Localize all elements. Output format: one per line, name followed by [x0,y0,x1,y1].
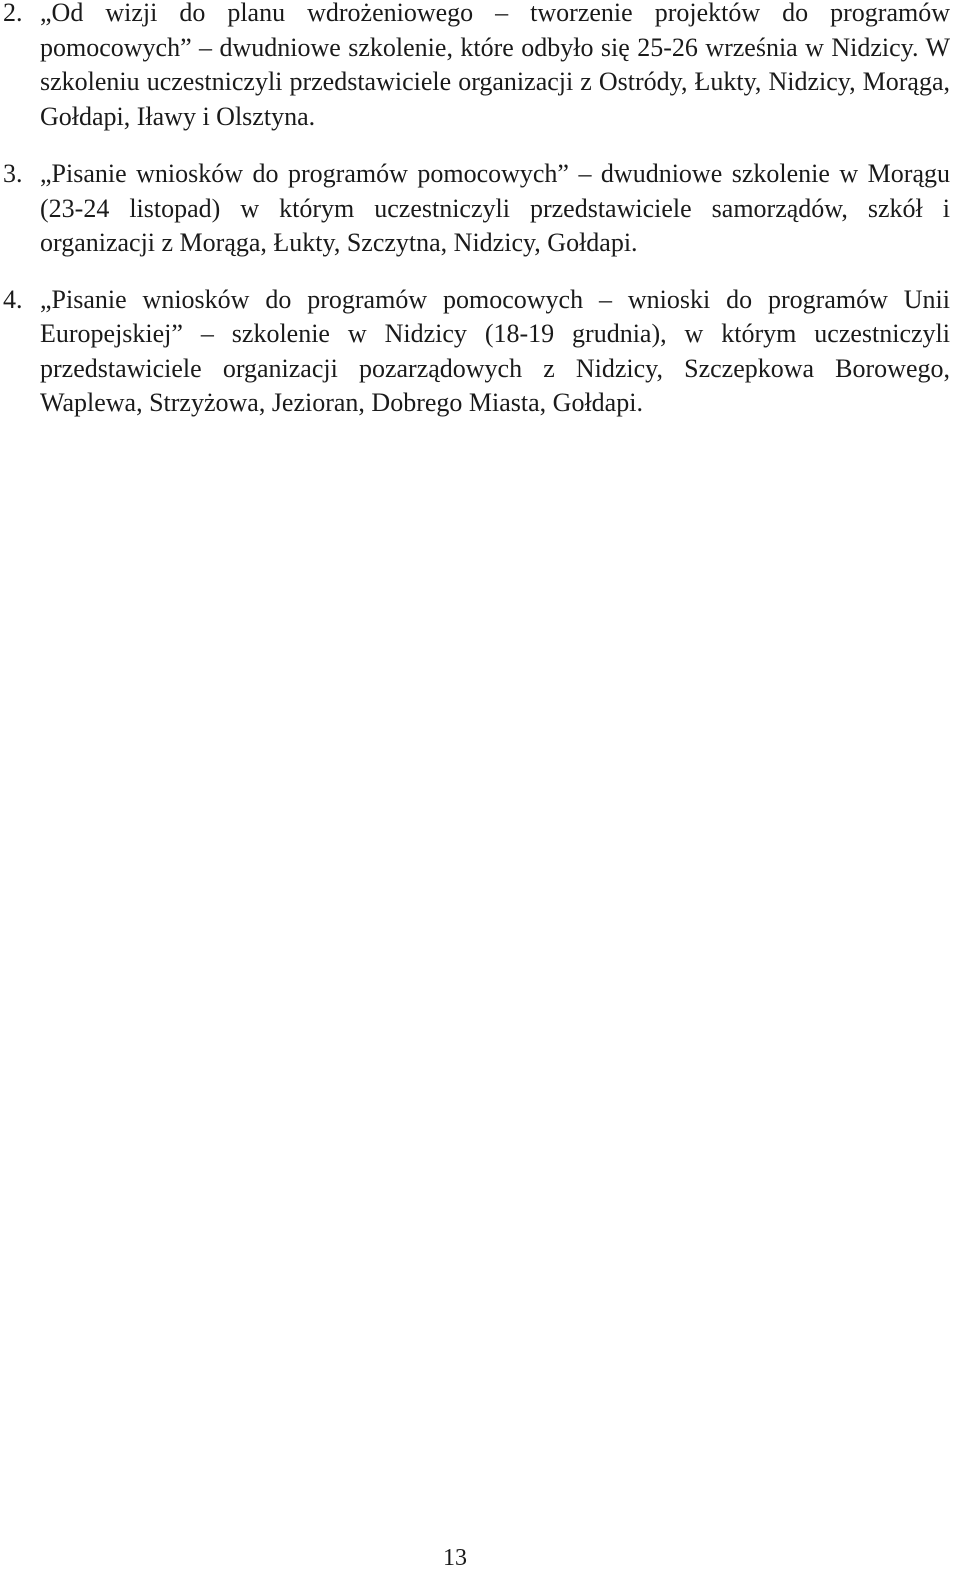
list-item-number: 4. [3,284,23,314]
list-item-text: „Pisanie wniosków do programów pomocowych” – dwudniowe szkolenie w Morągu (23-24 listopad) w którym uczestniczyli przedstawiciele samorządów, szkół i organizacji z Morąga, Łukty, Szczytna, Nidzicy, Gołdapi. [40,159,950,257]
list-item [0,157,950,261]
training-list [0,0,950,421]
list-item-number: 2. [3,0,23,27]
list-item [0,283,950,421]
page-number: 13 [443,1545,467,1571]
list-item [0,0,950,134]
list-item-text: „Pisanie wniosków do programów pomocowych – wnioski do programów Unii Europejskiej” – szkolenie w Nidzicy (18-19 grudnia), w którym uczestniczyli przedstawiciele organizacji pozarządowych z Nidzicy, Szczepkowa Borowego, Waplewa, Strzyżowa, Jezioran, Dobrego Miasta, Gołdapi. [40,284,950,417]
list-item-number: 3. [3,159,23,188]
list-item-text: „Od wizji do planu wdrożeniowego – tworzenie projektów do programów pomocowych” – dwudniowe szkolenie, które odbyło się 25-26 września w Nidzicy. W szkoleniu uczestniczyli przedstawiciele organizacji z Ostródy, Łukty, Nidzicy, Morąga, Gołdapi, Iławy i Olsztyna. [40,0,950,131]
